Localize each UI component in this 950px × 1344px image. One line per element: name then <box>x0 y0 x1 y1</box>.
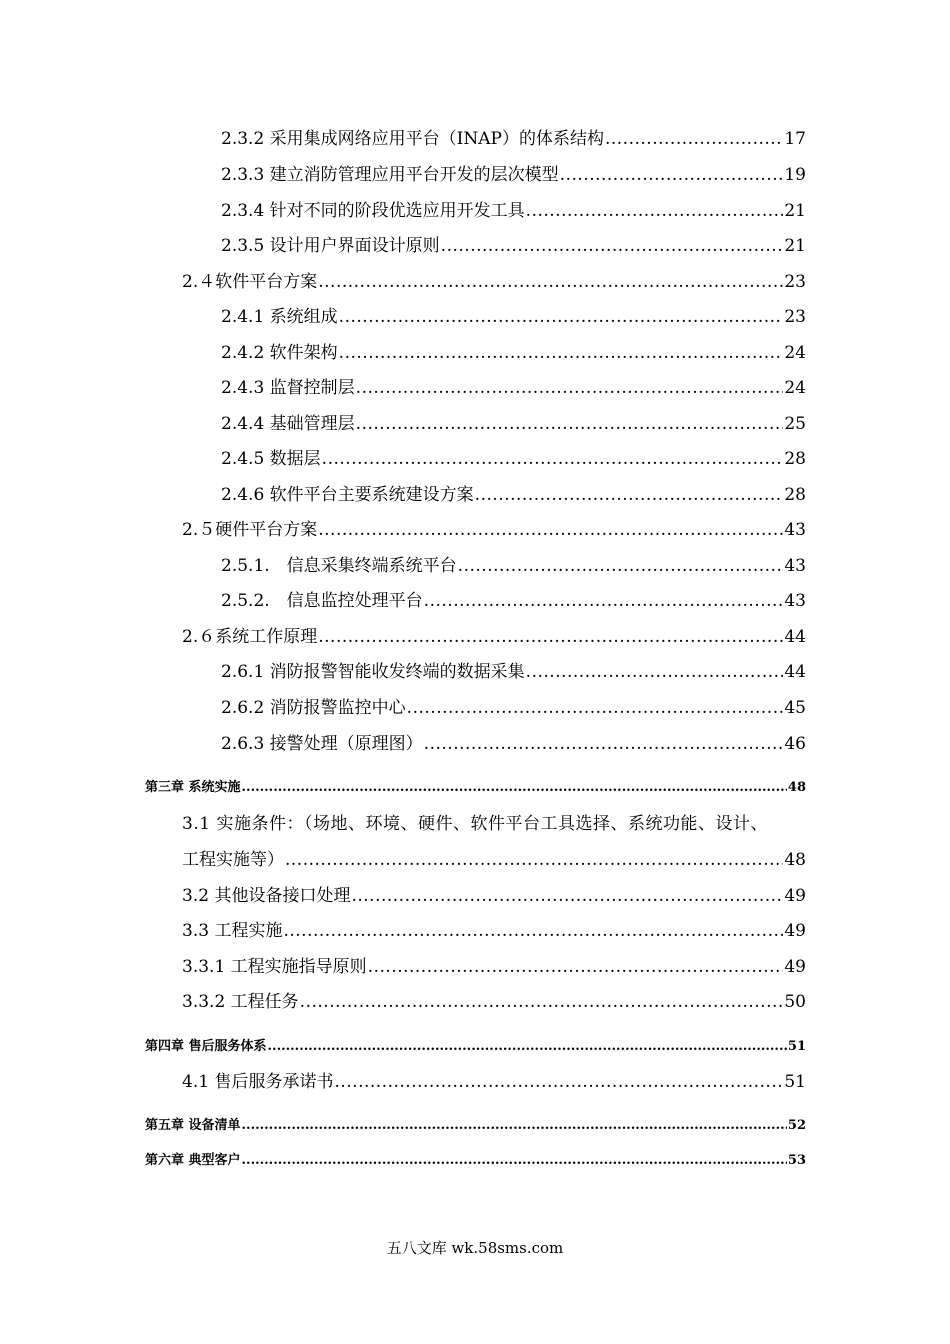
toc-entry-label: 2.4.1 系统组成 <box>221 307 338 327</box>
toc-entry-label: 2.4.3 监督控制层 <box>221 378 355 398</box>
toc-page-number: 24 <box>784 343 806 363</box>
leader-dots <box>560 165 784 185</box>
toc-page-number: 49 <box>784 957 806 977</box>
leader-dots <box>368 957 784 977</box>
toc-entry-2-4-3[interactable] <box>221 373 806 398</box>
toc-page-number: 23 <box>784 307 806 327</box>
leader-dots <box>356 378 784 398</box>
toc-page-number: 25 <box>784 414 806 434</box>
leader-dots <box>526 201 784 221</box>
toc-entry-2-6-1[interactable] <box>221 657 806 682</box>
toc-entry-label: 3.2 其他设备接口处理 <box>182 886 351 906</box>
toc-page-number: 24 <box>784 378 806 398</box>
leader-dots <box>441 236 784 256</box>
leader-dots <box>268 1039 787 1054</box>
toc-page-number: 50 <box>784 992 806 1012</box>
toc-entry-3-3-2[interactable] <box>182 987 806 1012</box>
toc-entry-3-1-line2[interactable] <box>182 845 806 870</box>
toc-entry-2-5[interactable] <box>182 515 806 540</box>
toc-page-number: 44 <box>784 662 806 682</box>
toc-page-number: 21 <box>784 201 806 221</box>
toc-page-number: 49 <box>784 921 806 941</box>
toc-page-number: 52 <box>787 1118 806 1133</box>
toc-page-number: 51 <box>784 1072 806 1092</box>
toc-entry-label: 2.５硬件平台方案 <box>182 520 318 540</box>
toc-entry-label: 2.4.4 基础管理层 <box>221 414 355 434</box>
leader-dots <box>526 662 784 682</box>
toc-entry-4-1[interactable] <box>182 1067 806 1092</box>
leader-dots <box>356 414 784 434</box>
toc-page-number: 43 <box>784 556 806 576</box>
toc-entry-label: 2.4.6 软件平台主要系统建设方案 <box>221 485 474 505</box>
toc-entry-2-4-5[interactable] <box>221 444 806 469</box>
toc-entry-label: 4.1 售后服务承诺书 <box>182 1072 334 1092</box>
toc-chapter-5[interactable] <box>145 1114 806 1133</box>
toc-entry-label: 2.6.2 消防报警监控中心 <box>221 698 406 718</box>
toc-entry-label: 2.5.2. 信息监控处理平台 <box>221 591 423 611</box>
toc-page-number: 51 <box>787 1039 806 1054</box>
toc-entry-3-2[interactable] <box>182 881 806 906</box>
leader-dots <box>322 449 784 469</box>
toc-entry-2-3-4[interactable] <box>221 196 806 221</box>
leader-dots <box>242 1118 787 1133</box>
toc-entry-label: 3.3.2 工程任务 <box>182 992 299 1012</box>
toc-chapter-label: 第三章 系统实施 <box>145 780 241 795</box>
leader-dots <box>300 992 784 1012</box>
toc-entry-2-6-3[interactable] <box>221 729 806 754</box>
toc-chapter-3[interactable] <box>145 776 806 795</box>
toc-entry-2-4-1[interactable] <box>221 302 806 327</box>
toc-chapter-label: 第四章 售后服务体系 <box>145 1039 267 1054</box>
toc-entry-2-6[interactable] <box>182 622 806 647</box>
leader-dots <box>283 921 783 941</box>
toc-page-number: 44 <box>784 627 806 647</box>
toc-entry-2-4-2[interactable] <box>221 338 806 363</box>
toc-page-number: 17 <box>784 129 806 149</box>
toc-entry-2-4[interactable] <box>182 267 806 292</box>
leader-dots <box>242 780 787 795</box>
leader-dots <box>339 307 784 327</box>
leader-dots <box>424 734 784 754</box>
toc-page-number: 43 <box>784 520 806 540</box>
toc-page-number: 53 <box>787 1153 806 1168</box>
leader-dots <box>407 698 784 718</box>
toc-entry-2-3-2[interactable] <box>221 124 806 149</box>
toc-page-number: 28 <box>784 485 806 505</box>
toc-page-number: 46 <box>784 734 806 754</box>
toc-page-number: 21 <box>784 236 806 256</box>
toc-entry-label: 2.6.1 消防报警智能收发终端的数据采集 <box>221 662 525 682</box>
toc-entry-2-3-5[interactable] <box>221 231 806 256</box>
leader-dots <box>605 129 783 149</box>
toc-page-number: 19 <box>784 165 806 185</box>
toc-entry-3-1-line1[interactable]: 3.1 实施条件：（场地、环境、硬件、软件平台工具选择、系统功能、设计、 <box>182 814 768 834</box>
toc-entry-label-continuation: 工程实施等） <box>182 850 284 870</box>
toc-entry-2-5-1[interactable] <box>221 551 806 576</box>
toc-entry-3-3-1[interactable] <box>182 952 806 977</box>
toc-entry-2-4-4[interactable] <box>221 409 806 434</box>
toc-entry-3-3[interactable] <box>182 916 806 941</box>
leader-dots <box>339 343 784 363</box>
toc-entry-label: 2.4.5 数据层 <box>221 449 321 469</box>
toc-entry-label: 2.６系统工作原理 <box>182 627 318 647</box>
leader-dots <box>334 1072 783 1092</box>
leader-dots <box>318 272 783 292</box>
toc-entry-2-6-2[interactable] <box>221 693 806 718</box>
toc-chapter-label: 第六章 典型客户 <box>145 1153 241 1168</box>
toc-page-number: 48 <box>787 780 806 795</box>
leader-dots <box>351 886 783 906</box>
toc-entry-label: 2.5.1. 信息采集终端系统平台 <box>221 556 457 576</box>
leader-dots <box>318 520 783 540</box>
toc-chapter-label: 第五章 设备清单 <box>145 1118 241 1133</box>
toc-page-number: 45 <box>784 698 806 718</box>
leader-dots <box>424 591 784 611</box>
leader-dots <box>285 850 783 870</box>
leader-dots <box>475 485 784 505</box>
toc-entry-2-4-6[interactable] <box>221 480 806 505</box>
toc-chapter-4[interactable] <box>145 1035 806 1054</box>
toc-entry-2-5-2[interactable] <box>221 586 806 611</box>
toc-chapter-6[interactable] <box>145 1149 806 1168</box>
toc-entry-2-3-3[interactable] <box>221 160 806 185</box>
page-footer: 五八文库 wk.58sms.com <box>386 1239 564 1257</box>
leader-dots <box>318 627 783 647</box>
toc-page-number: 49 <box>784 886 806 906</box>
toc-entry-label: 2.3.2 采用集成网络应用平台（INAP）的体系结构 <box>221 129 604 149</box>
leader-dots <box>242 1153 787 1168</box>
toc-entry-label: 2.6.3 接警处理（原理图） <box>221 734 423 754</box>
toc-entry-label: 3.3.1 工程实施指导原则 <box>182 957 367 977</box>
toc-entry-label: 2.3.4 针对不同的阶段优选应用开发工具 <box>221 201 525 221</box>
toc-entry-label: 3.3 工程实施 <box>182 921 283 941</box>
toc-entry-label: 2.3.3 建立消防管理应用平台开发的层次模型 <box>221 165 559 185</box>
toc-page-number: 48 <box>784 850 806 870</box>
toc-entry-label: 2.3.5 设计用户界面设计原则 <box>221 236 440 256</box>
toc-entry-label: 2.4.2 软件架构 <box>221 343 338 363</box>
toc-page-number: 23 <box>784 272 806 292</box>
toc-entry-label: 2.４软件平台方案 <box>182 272 318 292</box>
leader-dots <box>458 556 784 576</box>
toc-page-number: 28 <box>784 449 806 469</box>
toc-page-number: 43 <box>784 591 806 611</box>
